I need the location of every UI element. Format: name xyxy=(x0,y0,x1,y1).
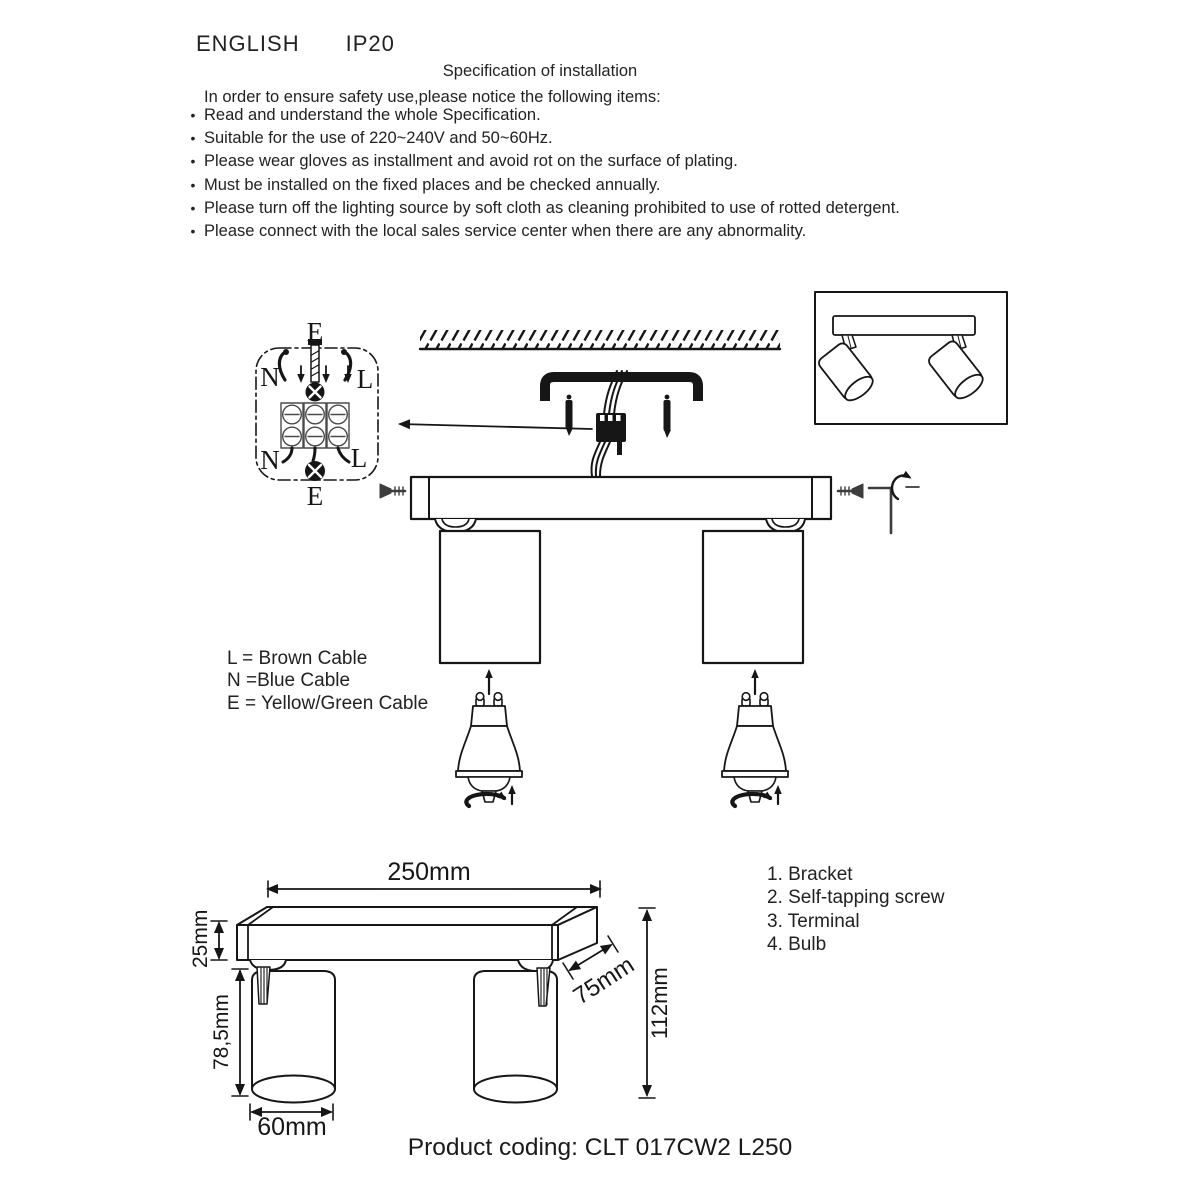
parts-item-bracket: 1. Bracket xyxy=(767,864,853,885)
fixture-bar-drawing xyxy=(411,477,831,663)
terminal-label-e-top: E xyxy=(306,317,324,347)
product-coding: Product coding: CLT 017CW2 L250 xyxy=(407,1134,793,1161)
bullet-icon: • xyxy=(190,107,196,123)
page-header xyxy=(196,31,395,57)
spec-item xyxy=(189,220,900,243)
spec-item-text: Please connect with the local sales service center when there are any abnormality. xyxy=(204,222,807,241)
parts-item-bulb: 4. Bulb xyxy=(767,934,827,956)
gu10-bulb-right xyxy=(722,693,788,806)
terminal-label-n-top: N xyxy=(260,362,280,392)
terminal-label-l-top: L xyxy=(356,364,374,394)
ip-rating-label: IP20 xyxy=(345,31,395,56)
bullet-icon: • xyxy=(190,153,196,170)
terminal-label-l-bottom: L xyxy=(350,443,368,473)
parts-item-terminal: 3. Terminal xyxy=(767,910,860,932)
parts-list xyxy=(767,863,944,957)
terminal-block xyxy=(596,413,626,455)
bullet-icon: • xyxy=(190,223,196,240)
spec-item xyxy=(189,127,900,150)
allen-key-icon xyxy=(869,488,891,533)
cable-legend xyxy=(227,648,428,715)
spec-bullet-list xyxy=(189,104,900,243)
bullet-icon: • xyxy=(190,199,196,216)
rotation-arrow-icon xyxy=(892,475,919,499)
language-label: ENGLISH xyxy=(196,31,300,56)
parts-item-screw: 2. Self-tapping screw xyxy=(767,887,945,909)
dim-bar-length: 250mm xyxy=(387,858,471,886)
bullet-icon: • xyxy=(190,176,196,193)
dim-overall-height: 112mm xyxy=(647,967,672,1039)
ceiling-hatch xyxy=(420,330,780,349)
dim-bar-height: 25mm xyxy=(189,909,212,968)
spec-intro: In order to ensure safety use,please notice the following items: xyxy=(204,88,661,106)
legend-line-n: N =Blue Cable xyxy=(227,670,351,692)
dim-spot-diameter: 60mm xyxy=(257,1113,327,1141)
spec-item xyxy=(189,174,900,197)
spec-item-text: Suitable for the use of 220~240V and 50~60Hz. xyxy=(204,129,553,148)
spec-item xyxy=(189,150,900,173)
spec-item xyxy=(189,104,900,127)
spec-item-text: Please turn off the lighting source by soft cloth as cleaning prohibited to use of rotted detergent. xyxy=(204,198,900,217)
spec-item-text: Must be installed on the fixed places and be checked annually. xyxy=(204,175,661,194)
dim-spot-body-height: 78,5mm xyxy=(210,994,233,1070)
spec-item-text: Please wear gloves as installment and avoid rot on the surface of plating. xyxy=(204,152,738,171)
bullet-icon: • xyxy=(190,130,196,147)
legend-line-e: E = Yellow/Green Cable xyxy=(227,692,429,714)
spec-title: Specification of installation xyxy=(442,62,638,80)
gu10-bulb-left xyxy=(456,693,522,806)
spec-item-text: Read and understand the whole Specification. xyxy=(204,106,541,124)
terminal-callout-arrow xyxy=(400,424,592,429)
screw-icon-right xyxy=(838,484,863,498)
terminal-label-e-bottom: E xyxy=(306,481,324,511)
spec-item xyxy=(189,197,900,220)
screw-icon-left xyxy=(380,484,405,498)
terminal-label-n-bottom: N xyxy=(260,445,280,475)
product-overview-box xyxy=(815,292,1007,424)
legend-line-l: L = Brown Cable xyxy=(227,648,368,669)
dim-bar-depth: 75mm xyxy=(568,951,640,1011)
